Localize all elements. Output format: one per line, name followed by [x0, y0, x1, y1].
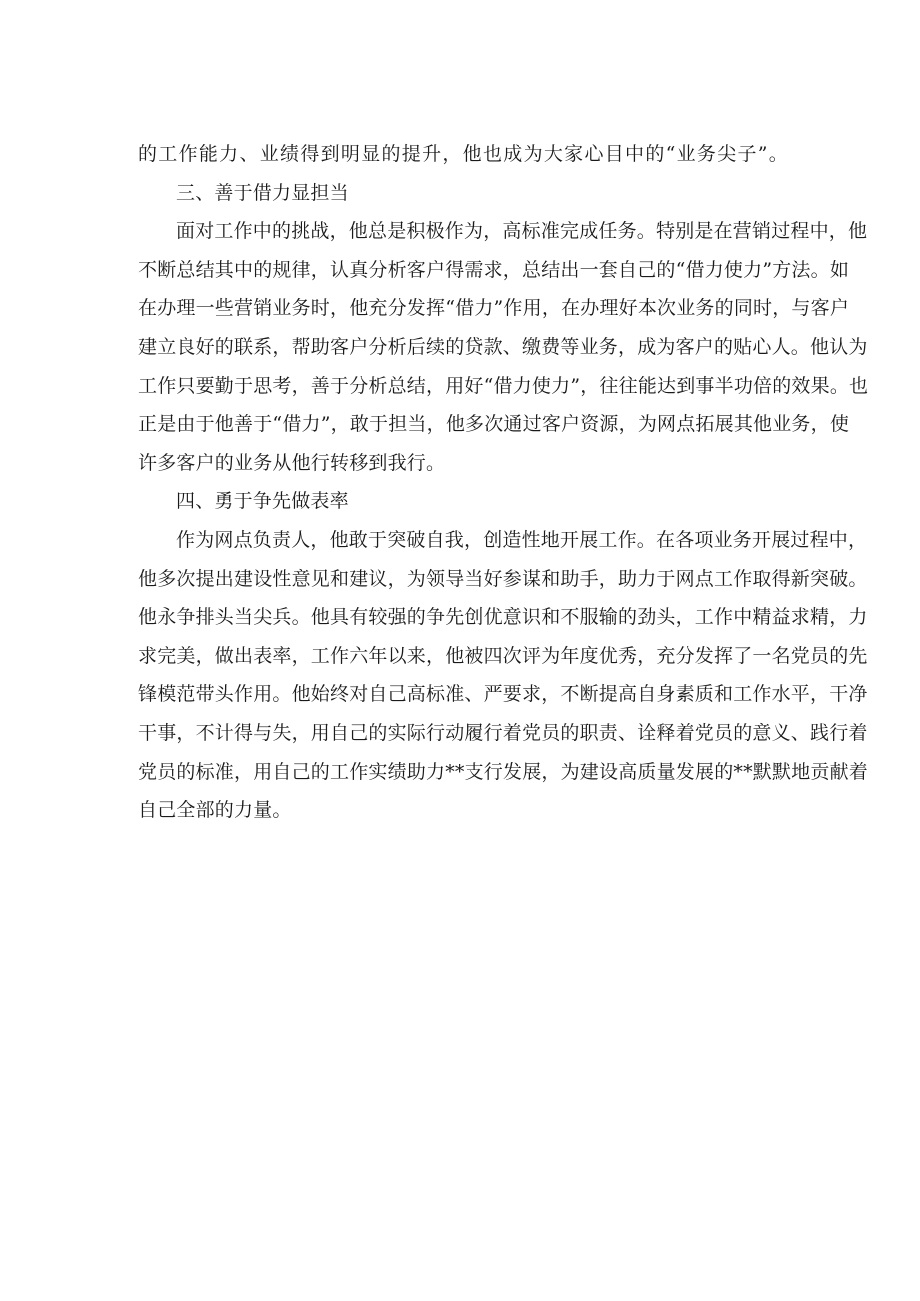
text-line: 作为网点负责人，他敢于突破自我，创造性地开展工作。在各项业务开展过程中，: [176, 528, 868, 551]
text-line: 不断总结其中的规律，认真分析客户得需求，总结出一套自己的“借力使力”方法。如: [138, 258, 850, 281]
paragraph-section-3: [138, 212, 869, 482]
text-line: 许多客户的业务从他行转移到我行。: [138, 451, 446, 474]
text-line: 的工作能力、业绩得到明显的提升，他也成为大家心目中的“业务尖子”。: [138, 143, 788, 165]
text-line: 面对工作中的挑战，他总是积极作为，高标准完成任务。特别是在营销过程中，他: [176, 220, 868, 243]
text-line: 他永争排头当尖兵。他具有较强的争先创优意识和不服输的劲头，工作中精益求精，力: [138, 606, 868, 629]
paragraph-section-4: [138, 521, 869, 830]
text-line: 正是由于他善于“借力”，敢于担当，他多次通过客户资源，为网点拓展其他业务，使: [138, 413, 850, 436]
text-line: 工作只要勤于思考，善于分析总结，用好“借力使力”，往往能达到事半功倍的效果。也: [138, 374, 869, 397]
section-heading-3: 三、善于借力显担当: [176, 181, 349, 204]
text-line: 在办理一些营销业务时，他充分发挥“借力”作用，在办理好本次业务的同时，与客户: [138, 297, 850, 320]
text-line: 求完美，做出表率，工作六年以来，他被四次评为年度优秀，充分发挥了一名党员的先: [138, 644, 868, 667]
text-line: 建立良好的联系，帮助客户分析后续的贷款、缴费等业务，成为客户的贴心人。他认为: [138, 335, 868, 358]
paragraph-continuation: [138, 135, 788, 174]
text-line: 锋模范带头作用。他始终对自己高标准、严要求，不断提高自身素质和工作水平，干净: [138, 683, 868, 706]
text-line: 党员的标准，用自己的工作实绩助力**支行发展，为建设高质量发展的**默默地贡献着: [138, 760, 869, 783]
text-line: 干事，不计得与失，用自己的实际行动履行着党员的职责、诠释着党员的意义、践行着: [138, 721, 868, 744]
text-line: 他多次提出建设性意见和建议，为领导当好参谋和助手，助力于网点工作取得新突破。: [138, 567, 868, 590]
document-page: [138, 135, 869, 830]
section-heading-4: 四、勇于争先做表率: [176, 490, 349, 513]
text-line: 自己全部的力量。: [138, 799, 292, 822]
